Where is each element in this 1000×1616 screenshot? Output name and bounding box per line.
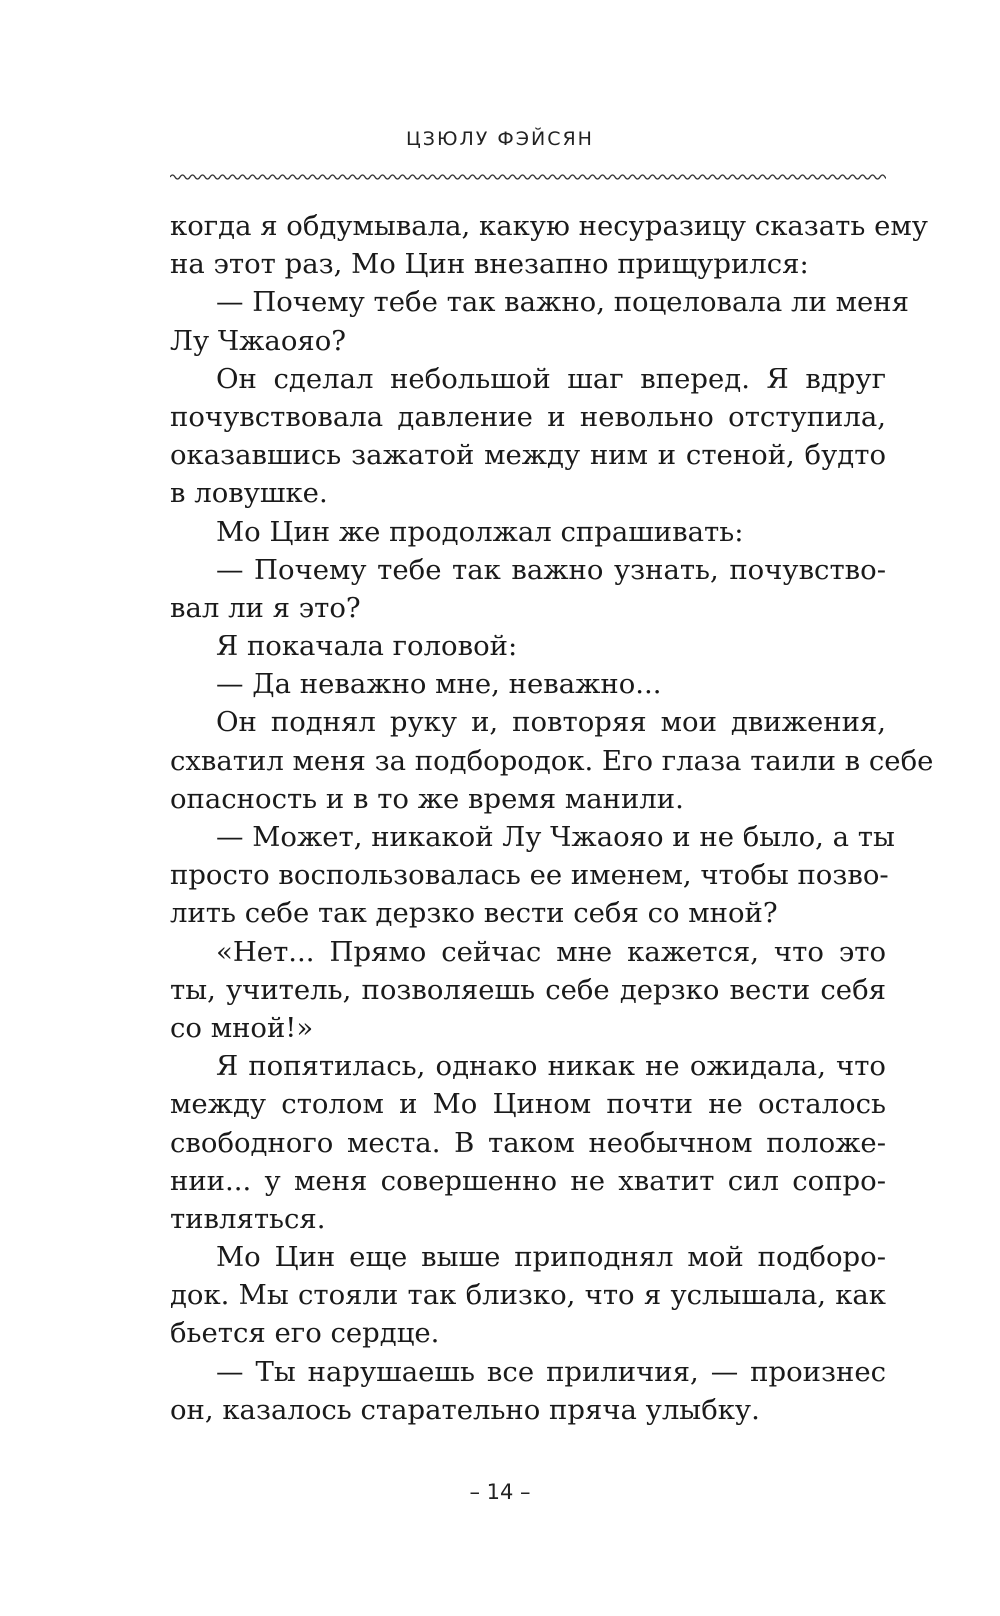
text-line: со мной!» — [170, 1011, 314, 1044]
text-line: Я покачала головой: — [216, 630, 518, 663]
text-line: — Почему тебе так важно узнать, почувство- — [216, 553, 886, 586]
text-line: Он поднял руку и, повторяя мои движения, — [216, 706, 886, 739]
text-line: — Может, никакой Лу Чжаояо и не было, а ты — [216, 821, 895, 853]
text-line: Мо Цин еще выше приподнял мой подборо- — [216, 1241, 886, 1274]
text-line: в ловушке. — [170, 477, 328, 510]
text-line: между столом и Мо Цином почти не осталось — [170, 1088, 886, 1121]
text-line: опасность и в то же время манили. — [170, 782, 684, 815]
text-line: «Нет... Прямо сейчас мне кажется, что это — [216, 935, 886, 968]
text-line: почувствовала давление и невольно отступила, — [170, 400, 886, 433]
text-line: нии... у меня совершенно не хватит сил сопро- — [170, 1164, 886, 1197]
page-number: – 14 – — [469, 1480, 531, 1504]
text-line: схватил меня за подбородок. Его глаза таили в себе — [170, 744, 934, 777]
text-line: вал ли я это? — [170, 591, 361, 624]
wavy-divider — [170, 172, 886, 182]
body-text — [170, 207, 934, 1429]
text-line: он, казалось старательно пряча улыбку. — [170, 1393, 760, 1426]
text-line: на этот раз, Мо Цин внезапно прищурился: — [170, 248, 809, 281]
text-line: лить себе так дерзко вести себя со мной? — [170, 897, 778, 930]
text-line: тивляться. — [170, 1202, 326, 1235]
text-line: — Ты нарушаешь все приличия, — произнес — [216, 1355, 886, 1388]
text-line: когда я обдумывала, какую несуразицу сказать ему — [170, 210, 928, 242]
running-head: ЦЗЮЛУ ФЭЙСЯН — [406, 128, 594, 150]
text-line: ты, учитель, позволяешь себе дерзко вести себя — [170, 973, 886, 1006]
text-line: свободного места. В таком необычном положе- — [170, 1126, 886, 1159]
text-line: просто воспользовалась ее именем, чтобы позво- — [170, 859, 889, 892]
text-line: оказавшись зажатой между ним и стеной, будто — [170, 439, 886, 472]
text-line: Мо Цин же продолжал спрашивать: — [216, 515, 744, 548]
text-line: Лу Чжаояо? — [170, 324, 347, 357]
text-line: бьется его сердце. — [170, 1317, 440, 1350]
text-line: док. Мы стояли так близко, что я услышала, как — [170, 1279, 886, 1312]
text-line: Я попятилась, однако никак не ожидала, что — [216, 1050, 886, 1083]
text-line: Он сделал небольшой шаг вперед. Я вдруг — [216, 362, 886, 395]
text-line: — Да неважно мне, неважно... — [216, 668, 662, 701]
text-line: — Почему тебе так важно, поцеловала ли меня — [216, 286, 909, 319]
